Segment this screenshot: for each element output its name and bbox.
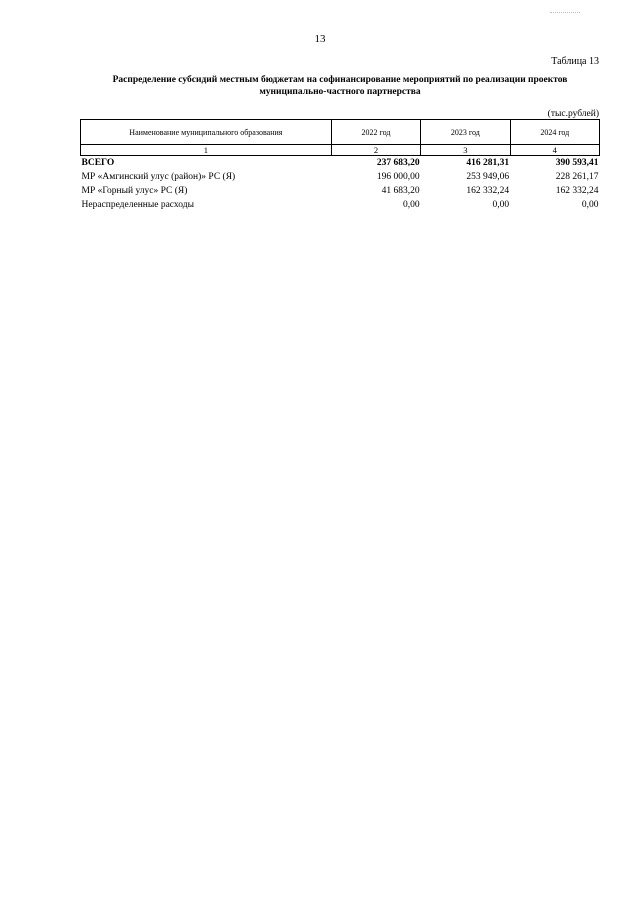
- title-line-2: муниципально-частного партнерства: [259, 87, 421, 97]
- header-2022: 2022 год: [331, 120, 420, 145]
- header-2024: 2024 год: [510, 120, 599, 145]
- row-name: ВСЕГО: [81, 158, 115, 168]
- value-2024: 0,00: [581, 200, 599, 210]
- table-row: [81, 170, 600, 184]
- row-name: МР «Горный улус» РС (Я): [81, 186, 188, 196]
- table-caption: Таблица 13: [551, 56, 599, 67]
- value-2024: 390 593,41: [555, 158, 599, 168]
- table-header-row: [81, 120, 600, 145]
- value-2023: 416 281,31: [466, 158, 510, 168]
- header-municipality: Наименование муниципального образования: [81, 120, 332, 145]
- value-2022: 41 683,20: [381, 186, 420, 196]
- value-2022: 0,00: [403, 200, 420, 210]
- column-number-4: 4: [510, 145, 599, 156]
- title-line-1: Распределение субсидий местным бюджетам на софинансирование мероприятий по реализации проектов: [112, 75, 568, 85]
- table-row-total: [81, 156, 600, 171]
- value-2023: 162 332,24: [466, 186, 510, 196]
- units-label: (тыс.рублей): [547, 109, 599, 119]
- subsidy-table: [80, 119, 600, 212]
- value-2024: 228 261,17: [555, 172, 599, 182]
- header-2023: 2023 год: [421, 120, 510, 145]
- value-2022: 237 683,20: [376, 158, 420, 168]
- document-title: [90, 74, 590, 98]
- table-row: [81, 184, 600, 198]
- column-number-row: [81, 145, 600, 156]
- scan-artifact: [550, 12, 580, 14]
- value-2023: 0,00: [492, 200, 510, 210]
- table-row: [81, 198, 600, 212]
- value-2024: 162 332,24: [555, 186, 599, 196]
- value-2022: 196 000,00: [376, 172, 420, 182]
- value-2023: 253 949,06: [466, 172, 510, 182]
- row-name: МР «Амгинский улус (район)» РС (Я): [81, 172, 236, 182]
- column-number-1: 1: [81, 145, 332, 156]
- column-number-3: 3: [421, 145, 510, 156]
- column-number-2: 2: [331, 145, 420, 156]
- row-name: Нераспределенные расходы: [81, 200, 194, 210]
- page-number: 13: [314, 33, 326, 45]
